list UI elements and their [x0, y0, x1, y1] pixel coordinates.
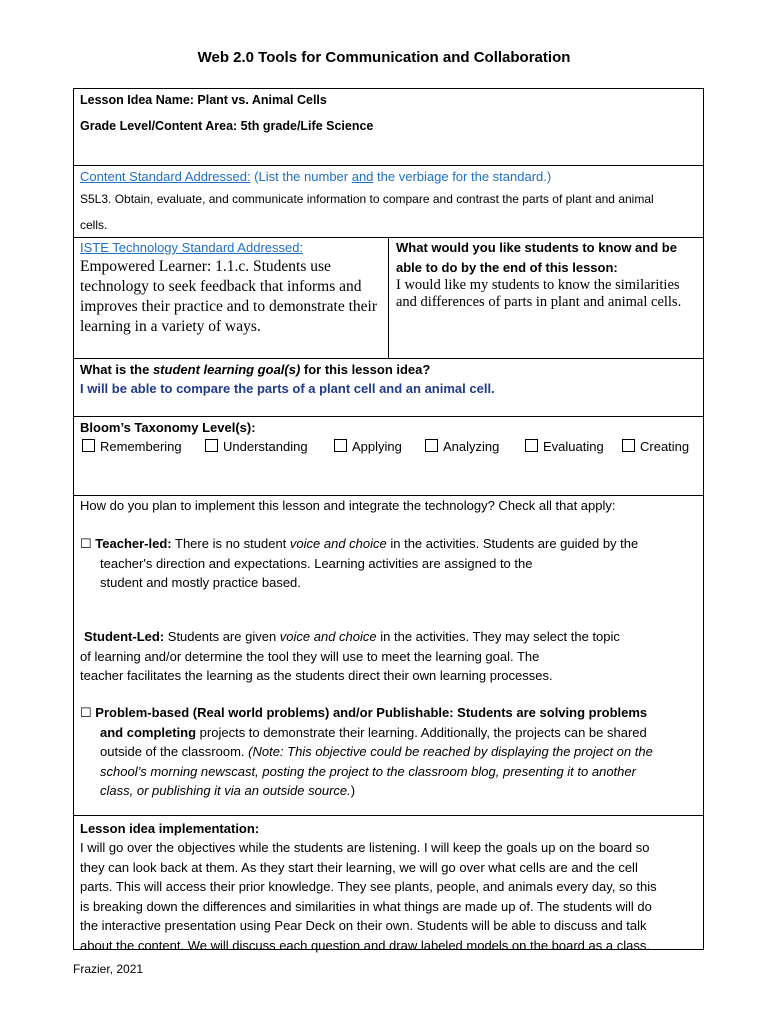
blooms-label: Bloom’s Taxonomy Level(s):: [80, 420, 256, 435]
checkbox-applying[interactable]: [334, 439, 347, 452]
grade-level: Grade Level/Content Area: 5th grade/Life Science: [80, 119, 374, 133]
iste-heading: ISTE Technology Standard Addressed:: [80, 240, 304, 255]
learning-goal-question: What is the student learning goal(s) for this lesson idea?: [80, 362, 431, 377]
blooms-option-creating[interactable]: Creating: [622, 439, 689, 454]
checkbox-understanding[interactable]: [205, 439, 218, 452]
content-standard-heading-line: Content Standard Addressed: (List the number and the verbiage for the standard.): [80, 169, 552, 184]
know-answer: I would like my students to know the similarities and differences of parts in plant and animal cells.: [396, 277, 682, 310]
implementation-options-row: [74, 496, 703, 816]
teacher-led-option[interactable]: ☐ Teacher-led: There is no student voice and choice in the activities. Students are guided by the teacher's direction and expectations. Learning activities are assigned to the student and mostly practice based.: [80, 536, 639, 590]
blooms-option-analyzing[interactable]: Analyzing: [425, 439, 499, 454]
checkbox-creating[interactable]: [622, 439, 635, 452]
lesson-implementation-row: [74, 816, 703, 953]
checkbox-remembering[interactable]: [82, 439, 95, 452]
lesson-plan-table: [73, 88, 704, 953]
content-standard-text: S5L3. Obtain, evaluate, and communicate information to compare and contrast the parts of plant and animal cells.: [80, 192, 654, 232]
checkbox-evaluating[interactable]: [525, 439, 538, 452]
problem-based-option[interactable]: ☐ Problem-based (Real world problems) and/or Publishable: Students are solving problems and completing projects to demonstrate their learning. Additionally, the projects can be shared outside of the classroom. (Note: This objective could be reached by displaying the project on the school’s morning newscast, posting the project to the classroom blog, presenting it to another class, or publishing it via an outside source.): [80, 705, 653, 798]
student-led-option[interactable]: Student-Led: Students are given voice and choice in the activities. They may select the topic of learning and/or determine the tool they will use to meet the learning goal. The teacher facilitates the learning as the students direct their own learning processes.: [80, 629, 620, 683]
blooms-option-applying[interactable]: Applying: [334, 439, 402, 454]
checkbox-analyzing[interactable]: [425, 439, 438, 452]
know-question: What would you like students to know and be able to do by the end of this lesson:: [396, 240, 677, 275]
lesson-idea-name: Lesson Idea Name: Plant vs. Animal Cells: [80, 93, 327, 107]
iste-standard-text: Empowered Learner: 1.1.c. Students use technology to seek feedback that informs and improves their practice and to demonstrate their learning in a variety of ways.: [80, 258, 377, 335]
learning-goal-answer: I will be able to compare the parts of a plant cell and an animal cell.: [80, 381, 495, 396]
blooms-row: [74, 417, 703, 496]
implementation-label: Lesson idea implementation:: [80, 821, 260, 836]
implement-question: How do you plan to implement this lesson and integrate the technology? Check all that apply:: [80, 498, 616, 513]
blooms-option-evaluating[interactable]: Evaluating: [525, 439, 604, 454]
blooms-option-remembering[interactable]: Remembering: [82, 439, 182, 454]
problem-based-checkbox[interactable]: ☐: [80, 705, 92, 720]
iste-row: [74, 238, 703, 359]
content-standard-heading: Content Standard Addressed:: [80, 169, 251, 184]
content-standard-row: [74, 166, 703, 238]
blooms-option-understanding[interactable]: Understanding: [205, 439, 308, 454]
footer-citation: Frazier, 2021: [73, 962, 144, 976]
know-cell: [389, 238, 703, 358]
lesson-info-row: [74, 89, 703, 166]
learning-goal-row: [74, 359, 703, 417]
implementation-text: I will go over the objectives while the students are listening. I will keep the goals up on the board so they can look back at them. As they start their learning, we will go over what cells are and the cell parts. This will access their prior knowledge. They see plants, people, and animals every day, so this is breaking down the differences and similarities in what things are made up of. The students will do the interactive presentation using Pear Deck on their own. Students will be able to discuss and talk about the content. We will discuss each question and draw labeled models on the board as a class.: [80, 840, 657, 953]
iste-cell: [74, 238, 389, 358]
document-title: Web 2.0 Tools for Communication and Collaboration: [197, 49, 571, 66]
teacher-led-checkbox[interactable]: ☐: [80, 536, 92, 551]
